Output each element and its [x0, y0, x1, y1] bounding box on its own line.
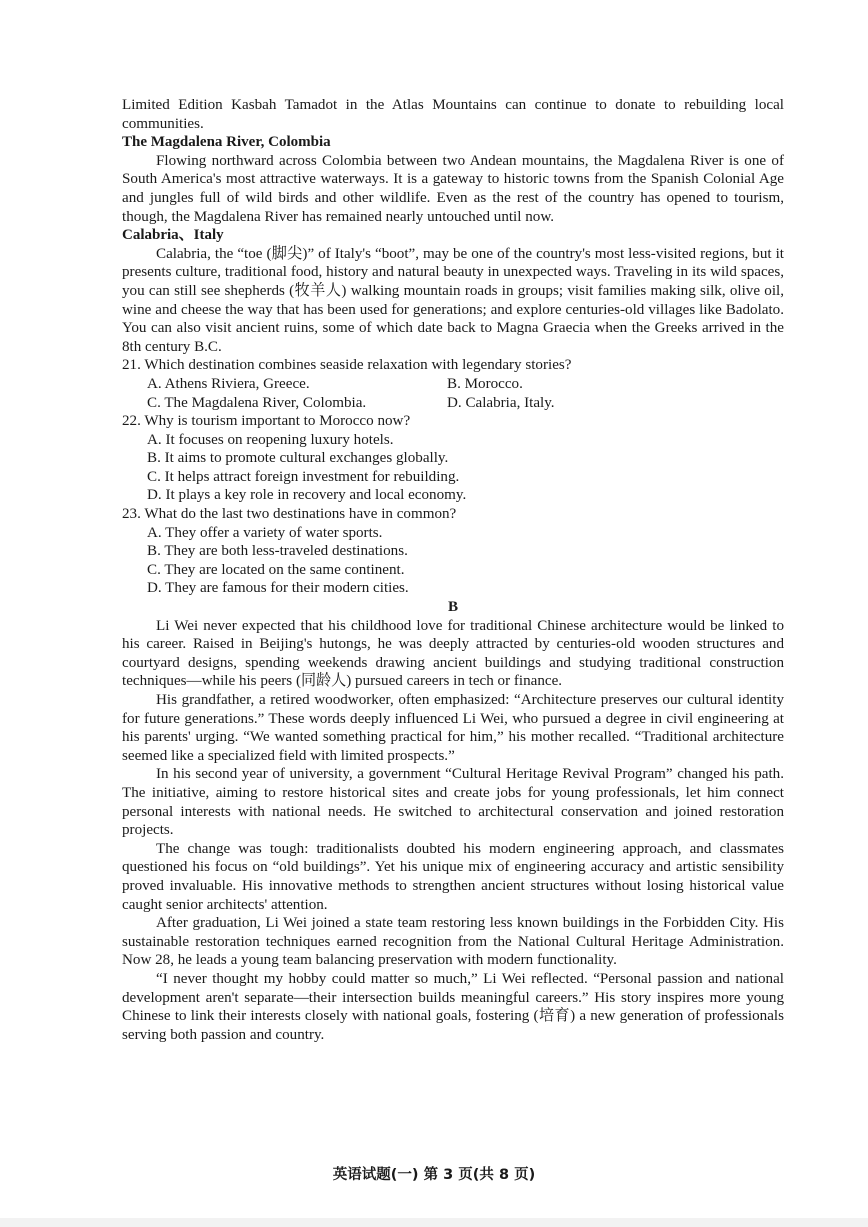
passage-b-paragraph-5: After graduation, Li Wei joined a state team restoring less known buildings in the Forbidden City. His sustainable restoration techniques earned recognition from the National Cultural Heritage Administration. Now 28, he leads a young team balancing preservation with modern functionality. [122, 915, 784, 969]
option-a: A. It focuses on reopening luxury hotels. [147, 431, 394, 448]
calabria-paragraph: Calabria, the “toe (脚尖)” of Italy's “boot”, may be one of the country's most less-visited regions, but it presents culture, traditional food, history and natural beauty in unexpected ways. Traveling in its wild spaces, you can still see shepherds (牧羊人) walking mountain roads in groups; visit families making silk, olive oil, wine and cheese the way that has been used for generations; and explore centuries-old villages like Badolato. You can also visit ancient ruins, some of which date back to Magna Graecia when the Greeks arrived in the 8th century B.C. [122, 245, 784, 355]
option-row [122, 375, 784, 394]
passage-b-paragraph-6: “I never thought my hobby could matter so much,” Li Wei reflected. “Personal passion and national development aren't separate—their intersection builds meaningful careers.” His story inspires more young Chinese to link their interests closely with national goals, fostering (培育) a new generation of professionals serving both passion and country. [122, 970, 784, 1043]
option-b: B. It aims to promote cultural exchanges globally. [147, 450, 449, 467]
option-c: C. The Magdalena River, Colombia. [147, 394, 367, 411]
question-22 [122, 412, 784, 505]
option-d: D. It plays a key role in recovery and local economy. [147, 487, 467, 504]
option-d: D. They are famous for their modern cities. [147, 580, 409, 597]
option-a: A. Athens Riviera, Greece. [147, 375, 310, 392]
option-a: A. They offer a variety of water sports. [147, 524, 383, 541]
option-c: C. It helps attract foreign investment for rebuilding. [147, 468, 460, 485]
calabria-heading: Calabria、Italy [122, 227, 224, 244]
option-b: B. They are both less-traveled destinations. [147, 543, 408, 560]
option-b: B. Morocco. [447, 375, 523, 392]
passage-b-paragraph-2: His grandfather, a retired woodworker, often emphasized: “Architecture preserves our cultural identity for future generations.” These words deeply influenced Li Wei, who pursued a degree in civil engineering at his parents' urging. “We wanted something practical for him,” his mother recalled. “Traditional architecture seemed like a specialized field with limited prospects.” [122, 692, 784, 764]
question-stem: 21. Which destination combines seaside relaxation with legendary stories? [122, 357, 572, 374]
scan-bottom-edge [0, 1218, 868, 1227]
passage-b-paragraph-4: The change was tough: traditionalists doubted his modern engineering approach, and classmates questioned his focus on “old buildings”. Yet his unique mix of engineering accuracy and artistic sensibility proved invaluable. His innovative methods to strengthen ancient structures without losing historical value caught senior architects' attention. [122, 840, 784, 913]
morocco-paragraph-tail: Limited Edition Kasbah Tamadot in the Atlas Mountains can continue to donate to rebuilding local communities. [122, 97, 784, 132]
passage-b-paragraph-3: In his second year of university, a government “Cultural Heritage Revival Program” changed his path. The initiative, aiming to restore historical sites and create jobs for young professionals, let him connect personal interests with national needs. He switched to architectural conservation and joined restoration projects. [122, 766, 784, 839]
option-d: D. Calabria, Italy. [447, 394, 555, 411]
exam-page-body [122, 96, 784, 1044]
question-stem: 22. Why is tourism important to Morocco now? [122, 413, 411, 430]
question-21 [122, 356, 784, 412]
passage-b-paragraph-1: Li Wei never expected that his childhood love for traditional Chinese architecture would be linked to his career. Raised in Beijing's hutongs, he was deeply attracted by centuries-old wooden structures and courtyard designs, spending weekends drawing ancient buildings and studying traditional construction techniques—while his peers (同龄人) pursued careers in tech or finance. [122, 617, 784, 690]
option-c: C. They are located on the same continent. [147, 561, 405, 578]
magdalena-heading: The Magdalena River, Colombia [122, 134, 331, 151]
page-footer: 英语试题(一) 第 3 页(共 8 页) [332, 1167, 536, 1183]
question-23 [122, 505, 784, 598]
option-row [122, 394, 784, 413]
magdalena-paragraph: Flowing northward across Colombia between two Andean mountains, the Magdalena River is one of South America's most attractive waterways. It is a gateway to historic towns from the Spanish Colonial Age and jungles full of wild birds and other wildlife. Even as the rest of the country has opened to tourism, though, the Magdalena River has remained nearly untouched until now. [122, 152, 784, 225]
question-stem: 23. What do the last two destinations have in common? [122, 506, 457, 523]
section-b-heading: B [447, 599, 459, 616]
